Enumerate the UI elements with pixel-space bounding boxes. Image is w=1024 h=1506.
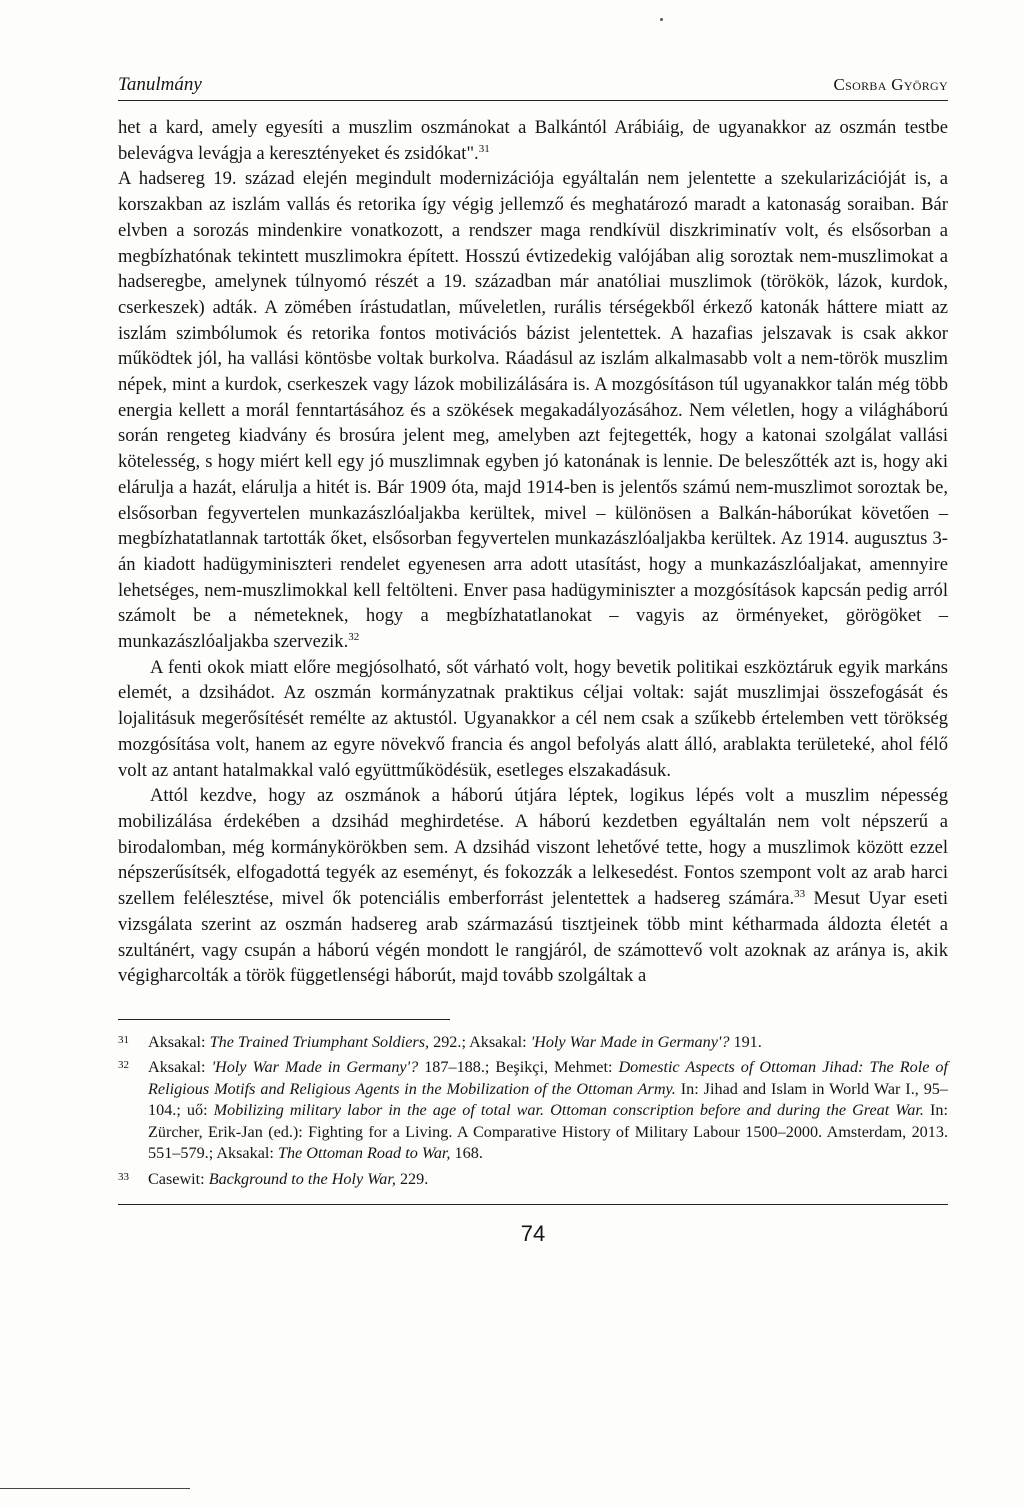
journal-section-label: Tanulmány: [118, 74, 202, 95]
paragraph: A fenti okok miatt előre megjósolható, sőt várható volt, hogy bevetik politikai eszköztáruk egyik markáns elemét, a dzsihádot. Az oszmán kormányzatnak praktikus céljai voltak: saját muszlimjai összefogását és lojalitásuk megerősítését remélte az aktustól. Ugyanakkor a cél nem csak a szűkebb értelemben vett törökség mozgósítása volt, hanem az egyre növekvő francia és angol befolyás alatt álló, arablakta területeké, ahol félő volt az antant hatalmakkal való együttműködésük, esetleges elszakadásuk.: [118, 656, 948, 781]
scan-artifact-line: [0, 1488, 190, 1489]
footnote-ref[interactable]: 31: [478, 142, 490, 155]
paragraph: het a kard, amely egyesíti a muszlim oszmánokat a Balkántól Arábiáig, de ugyanakkor az oszmán testbe belevágva levágja a keresztényeket és zsidókat".$^{31}$: [118, 117, 948, 164]
paragraph: A hadsereg 19. század elején megindult modernizációja egyáltalán nem jelentette a szekularizációját is, a korszakban az iszlám vallás és retorika így végig jellemző és meghatározó maradt a katonaság soraiban. Bár elvben a sorozás mindenkire vonatkozott, a rendszer maga rendkívül diszkriminatív volt, és elsősorban a megbízhatónak tekintett muszlimokra épített. Hosszú évtizedekig valójában alig soroztak nem-muszlimokat a hadseregbe, amelynek túlnyomó részét a 19. században már anatóliai muszlimok (törökök, lázok, kurdok, cserkeszek) adták. A zömében írástudatlan, műveletlen, rurális térségekből érkező katonák háttere miatt az iszlám szimbólumok és retorika fontos motivációs bázist jelentettek. A hazafias jelszavak is csak akkor működtek jól, ha vallási köntösbe voltak burkolva. Ráadásul az iszlám alkalmasabb volt a nem-török muszlim népek, mint a kurdok, cserkeszek vagy lázok mobilizálására is. A mozgósításon túl ugyanakkor talán még több energia kellett a morál fenntartásához és a szökések megakadályozásához. Nem véletlen, hogy a világháború során rengeteg kiadvány és brosúra jelent meg, amelyben azt fejtegették, hogy a katonai szolgálat vallási kötelesség, s hogy miért kell egy jó muszlimnak egyben jó katonának is lennie. De beleszőtték azt is, hogy aki elárulja a hazát, elárulja a hitét is. Bár 1909 óta, majd 1914-ben is jelentős számú nem-muszlimot soroztak be, elsősorban fegyvertelen munkazászlóaljakba kerültek, mivel – különösen a Balkán-háborúkat követően – megbízhatatlannak tartották őket, elsősorban fegyvertelen munkazászlóaljakba kerültek. Az 1914. augusztus 3-án kiadott hadügyminiszteri rendelet egyenesen arra adott utasítást, hogy a munkazászlóaljakat, amennyire lehetséges, nem-muszlimokkal kell feltölteni. Enver pasa hadügyminiszter a mozgósítások kapcsán pedig arról számolt be a németeknek, hogy a megbízhatatlanokat – vagyis az örményeket, görögöket – munkazászlóaljakba szervezik.$^{32}$: [118, 168, 948, 653]
footnote-31: 31 Aksakal: The Trained Triumphant Soldiers, 292.; Aksakal: 'Holy War Made in Germany'? 191.: [118, 1032, 948, 1054]
footnote-ref[interactable]: 32: [348, 631, 360, 644]
running-head: [118, 72, 948, 101]
author-name: Csorba György: [833, 75, 948, 94]
footnote-ref[interactable]: 33: [794, 888, 806, 901]
footnote-number: 31: [118, 1033, 129, 1046]
page: [118, 72, 948, 1247]
footnote-separator: [118, 1019, 450, 1020]
bottom-rule: [118, 1204, 948, 1205]
body-text: [118, 115, 948, 989]
paragraph: Attól kezdve, hogy az oszmánok a háború útjára léptek, logikus lépés volt a muszlim népesség mobilizálása érdekében a dzsihád meghirdetése. A háború kezdetben egyáltalán nem volt népszerű a birodalomban, még kormánykörökben sem. A dzsihád viszont lehetővé tette, hogy a muszlimok között ezzel népszerűsítsék, elfogadottá tegyék az eseményt, és fokozzák a lelkesedést. Fontos szempont volt az arab harci szellem felélesztése, mivel ők potenciális emberforrást jelentettek a hadsereg számára.$^{33}$ Mesut Uyar eseti vizsgálata szerint az oszmán hadsereg arab származású tisztjeinek több mint kétharmada áldozta életét a szultánért, vagy csupán a háború végén mondott le rangjáról, de számottevő volt azoknak az aránya is, akik végigharcolták a török függetlenségi háborút, majd tovább szolgáltak a: [118, 785, 948, 987]
page-number: 74: [520, 1221, 546, 1247]
footnote-number: 32: [118, 1059, 129, 1072]
footnote-number: 33: [118, 1170, 129, 1183]
footnote-32: 32 Aksakal: 'Holy War Made in Germany'? 187–188.; Beşikçi, Mehmet: Domestic Aspects of Ottoman Jihad: The Role of Religious Motifs and Religious Agents in the Mobilization of the Ottoman Army. In: Jihad and Islam in World War I., 95–104.; uő: Mobilizing military labor in the age of total war. Ottoman conscription before and during the Great War. In: Zürcher, Erik-Jan (ed.): Fighting for a Living. A Comparative History of Military Labour 1500–2000. Amsterdam, 2013. 551–579.; Aksakal: The Ottoman Road to War, 168.: [118, 1057, 948, 1165]
footnotes: [118, 1032, 948, 1191]
footnote-33: 33 Casewit: Background to the Holy War, 229.: [118, 1169, 948, 1191]
scan-dot: [660, 18, 663, 21]
